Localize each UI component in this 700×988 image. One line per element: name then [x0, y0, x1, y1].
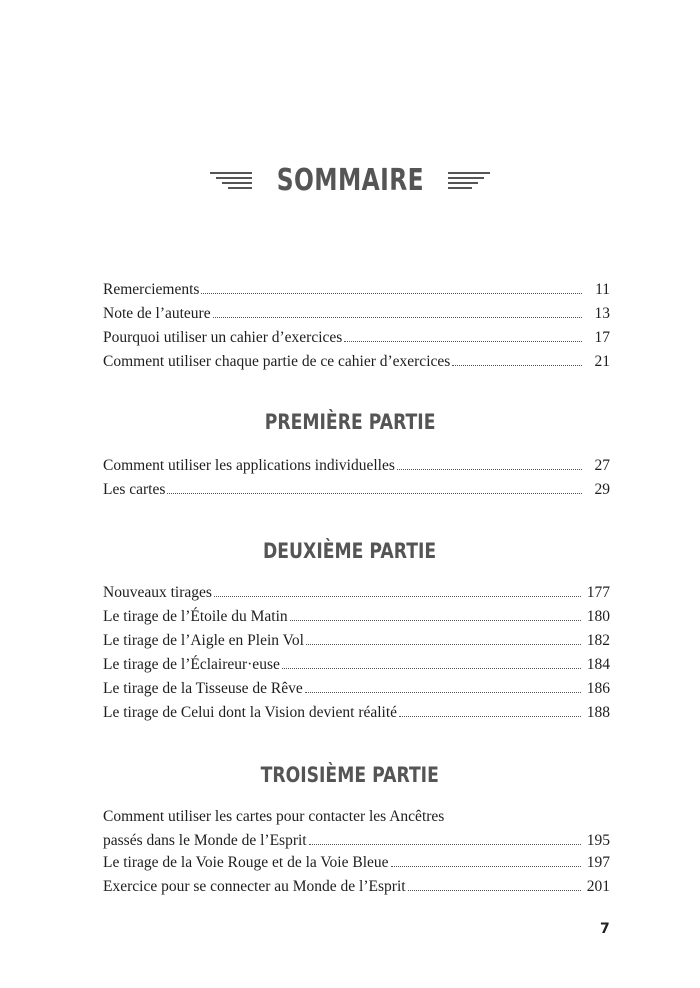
toc-entry[interactable]: Le tirage de l’Étoile du Matin 180 — [103, 608, 610, 625]
toc-entry[interactable]: Comment utiliser les applications individuelles 27 — [103, 457, 610, 474]
toc-entry[interactable]: Le tirage de la Voie Rouge et de la Voie Bleue 197 — [103, 854, 610, 871]
page-title: SOMMAIRE — [276, 162, 424, 198]
section-heading-part-1: PREMIÈRE PARTIE — [264, 410, 436, 434]
toc-entry[interactable]: Nouveaux tirages 177 — [103, 584, 610, 601]
section-heading-part-2: DEUXIÈME PARTIE — [263, 539, 437, 563]
page-title-block — [0, 160, 700, 200]
toc-entry[interactable]: Le tirage de Celui dont la Vision devient réalité 188 — [103, 704, 610, 721]
title-decoration-right — [448, 172, 490, 189]
toc-entry[interactable]: Exercice pour se connecter au Monde de l’Esprit 201 — [103, 878, 610, 895]
toc-entry[interactable]: Remerciements 11 — [103, 281, 610, 298]
toc-entry[interactable]: Pourquoi utiliser un cahier d’exercices 17 — [103, 329, 610, 346]
toc-entry[interactable]: Les cartes 29 — [103, 481, 610, 498]
page-number: 7 — [600, 921, 610, 937]
toc-entry[interactable]: Note de l’auteure 13 — [103, 305, 610, 322]
toc-entry[interactable]: Le tirage de la Tisseuse de Rêve 186 — [103, 680, 610, 697]
toc-entry[interactable]: Comment utiliser chaque partie de ce cahier d’exercices 21 — [103, 353, 610, 370]
section-heading-part-3: TROISIÈME PARTIE — [260, 763, 440, 787]
title-decoration-left — [210, 172, 252, 189]
toc-entry[interactable]: Le tirage de l’Éclaireur·euse 184 — [103, 656, 610, 673]
toc-entry[interactable]: Comment utiliser les cartes pour contacter les Ancêtres passés dans le Monde de l’Esprit 195 — [103, 808, 610, 849]
toc-entry[interactable]: Le tirage de l’Aigle en Plein Vol 182 — [103, 632, 610, 649]
